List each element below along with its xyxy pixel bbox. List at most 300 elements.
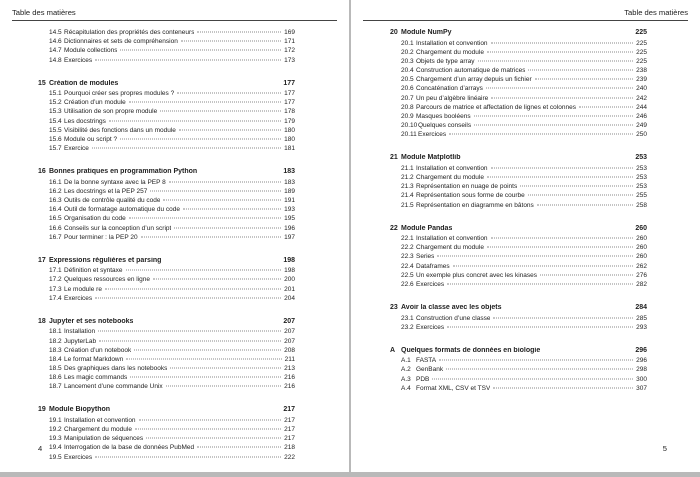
- page-ref: 238: [636, 67, 647, 75]
- section-number: 22.1: [401, 235, 414, 243]
- toc-section-entry[interactable]: [38, 38, 295, 47]
- section-number: 15.2: [49, 99, 62, 107]
- section-title: Installation: [64, 328, 96, 336]
- page-ref: 211: [284, 355, 295, 363]
- toc-section-entry[interactable]: [38, 108, 295, 117]
- toc-section-entry[interactable]: [38, 234, 295, 243]
- toc-chapter-entry[interactable]: [38, 80, 295, 91]
- page-ref: 180: [284, 135, 295, 143]
- page-ref: 296: [636, 357, 647, 365]
- page-ref: 178: [284, 108, 295, 116]
- dot-leader: [535, 79, 634, 80]
- dot-leader: [130, 377, 281, 378]
- page-ref: 169: [284, 29, 295, 36]
- section-number: 23.2: [401, 323, 414, 331]
- toc-section-entry[interactable]: [38, 215, 295, 224]
- toc-chapter: [390, 154, 647, 210]
- chapter-number: 23: [390, 304, 398, 312]
- toc-section-entry[interactable]: [390, 174, 647, 183]
- chapter-title: Module Pandas: [401, 224, 453, 232]
- dot-leader: [520, 186, 633, 187]
- page-ref: 239: [636, 76, 647, 84]
- toc-section-entry[interactable]: [390, 165, 647, 174]
- section-number: 20.2: [401, 48, 414, 56]
- section-number: 15.3: [49, 108, 62, 116]
- chapter-title: Module NumPy: [401, 29, 452, 36]
- dot-leader: [487, 51, 633, 52]
- toc-section-entry[interactable]: [38, 179, 295, 188]
- running-head: Table des matières: [624, 8, 688, 17]
- section-title: Installation et convention: [416, 164, 488, 172]
- toc-section-entry[interactable]: [38, 136, 295, 145]
- dot-leader: [95, 59, 281, 60]
- toc-chapter-entry[interactable]: [38, 318, 295, 329]
- toc-section-entry[interactable]: [390, 40, 647, 49]
- dot-leader: [129, 102, 281, 103]
- page-ref: 171: [284, 38, 295, 46]
- page-ref: 177: [284, 99, 295, 107]
- dot-leader: [446, 369, 633, 370]
- toc-section-entry[interactable]: [390, 244, 647, 253]
- toc-section-entry[interactable]: [38, 328, 295, 337]
- page-ref: 225: [636, 48, 647, 56]
- page-ref: 172: [284, 47, 295, 55]
- dot-leader: [528, 70, 633, 71]
- page-ref: 296: [635, 346, 647, 354]
- toc-section-entry[interactable]: [38, 276, 295, 285]
- section-title: Récapitulation des propriétés des conteneurs: [64, 29, 195, 36]
- dot-leader: [141, 236, 282, 237]
- page-ref: 253: [636, 183, 647, 191]
- page-ref: 222: [284, 453, 295, 461]
- dot-leader: [170, 368, 281, 369]
- dot-leader: [177, 93, 281, 94]
- page-ref: 260: [635, 224, 647, 232]
- toc-section-entry[interactable]: [38, 47, 295, 56]
- dot-leader: [109, 120, 281, 121]
- section-number: 17.1: [49, 267, 62, 275]
- page-ref: 217: [284, 416, 295, 424]
- toc-chapter-list: [390, 29, 647, 394]
- toc-section-entry[interactable]: [390, 85, 647, 94]
- section-title: Définition et syntaxe: [64, 267, 123, 275]
- toc-section-entry[interactable]: [390, 113, 647, 122]
- section-number: 18.3: [49, 346, 62, 354]
- dot-leader: [197, 447, 281, 448]
- toc-chapter: [38, 80, 295, 155]
- section-title: Représentation en diagramme en bâtons: [416, 201, 534, 209]
- toc-section-entry[interactable]: [390, 385, 647, 394]
- toc-chapter-entry[interactable]: [390, 347, 647, 358]
- page-ref: 191: [284, 197, 295, 205]
- dot-leader: [95, 297, 281, 298]
- toc-section-entry[interactable]: [38, 29, 295, 38]
- section-title: Interrogation de la base de données PubMed: [64, 444, 195, 452]
- page-ref: 180: [284, 126, 295, 134]
- dot-leader: [449, 134, 633, 135]
- dot-leader: [135, 429, 281, 430]
- section-number: 16.5: [49, 215, 62, 223]
- toc-section-entry[interactable]: [390, 95, 647, 104]
- page-ref: 217: [283, 406, 295, 414]
- section-title: Dictionnaires et sets de compréhension: [64, 38, 178, 46]
- section-number: 22.2: [401, 244, 414, 252]
- page-ref: 253: [636, 164, 647, 172]
- toc-chapter-entry[interactable]: [390, 29, 647, 40]
- section-title: PDB: [416, 375, 430, 383]
- toc-section-entry[interactable]: [390, 49, 647, 58]
- section-number: 20.10: [401, 122, 418, 130]
- toc-chapter-entry[interactable]: [38, 257, 295, 268]
- page-ref: 249: [636, 122, 647, 130]
- section-title: Exercices: [416, 323, 445, 331]
- section-number: 18.2: [49, 337, 62, 345]
- dot-leader: [139, 419, 282, 420]
- dot-leader: [474, 125, 633, 126]
- section-title: Lancement d’une commande Unix: [64, 383, 163, 391]
- section-number: 21.3: [401, 183, 414, 191]
- page-ref: 208: [284, 346, 295, 354]
- section-number: 18.1: [49, 328, 62, 336]
- toc-section-entry[interactable]: [390, 272, 647, 281]
- toc-right: [390, 29, 647, 408]
- section-number: 16.3: [49, 197, 62, 205]
- page-ref: 307: [636, 384, 647, 392]
- toc-section-entry[interactable]: [390, 253, 647, 262]
- dot-leader: [183, 209, 281, 210]
- toc-section-entry[interactable]: [38, 444, 295, 453]
- toc-section-entry[interactable]: [390, 58, 647, 67]
- page-ref: 253: [636, 174, 647, 182]
- section-number: 20.7: [401, 94, 414, 102]
- chapter-number: 18: [38, 317, 46, 325]
- toc-section-entry[interactable]: [38, 435, 295, 444]
- section-number: 20.8: [401, 103, 414, 111]
- section-title: Pourquoi créer ses propres modules ?: [64, 90, 175, 98]
- dot-leader: [491, 97, 633, 98]
- section-number: 19.2: [49, 426, 62, 434]
- section-title: Chargement du module: [416, 174, 484, 182]
- toc-section-entry[interactable]: [38, 374, 295, 383]
- right-page: [351, 0, 700, 472]
- page-ref: 218: [284, 444, 295, 452]
- toc-section-entry[interactable]: [38, 356, 295, 365]
- section-title: Création d’un module: [64, 99, 126, 107]
- dot-leader: [579, 106, 633, 107]
- section-title: Exercice: [64, 145, 89, 153]
- dot-leader: [528, 195, 633, 196]
- section-number: 23.1: [401, 314, 414, 322]
- page-ref: 198: [284, 267, 295, 275]
- toc-section-entry[interactable]: [390, 67, 647, 76]
- page-ref: 207: [284, 328, 295, 336]
- chapter-number: 20: [390, 29, 398, 36]
- toc-chapter: [390, 347, 647, 394]
- toc-section-entry[interactable]: [38, 188, 295, 197]
- toc-section-entry[interactable]: [390, 376, 647, 385]
- toc-section-entry[interactable]: [38, 99, 295, 108]
- page-ref: 253: [635, 154, 647, 162]
- toc-section-entry[interactable]: [390, 357, 647, 366]
- page-ref: 300: [636, 375, 647, 383]
- section-title: Exercices: [64, 294, 93, 302]
- toc-section-entry[interactable]: [390, 183, 647, 192]
- section-title: Format XML, CSV et TSV: [416, 384, 491, 392]
- chapter-title: Avoir la classe avec les objets: [401, 304, 502, 312]
- dot-leader: [179, 129, 281, 130]
- dot-leader: [95, 456, 281, 457]
- section-number: 21.2: [401, 174, 414, 182]
- toc-section-entry[interactable]: [38, 206, 295, 215]
- toc-chapter-entry[interactable]: [38, 406, 295, 417]
- toc-section-entry[interactable]: [390, 192, 647, 201]
- section-title: Exercices: [64, 453, 93, 461]
- section-number: A.1: [401, 357, 411, 365]
- section-title: Pour terminer : la PEP 20: [64, 233, 138, 241]
- section-number: A.2: [401, 366, 411, 374]
- section-title: Quelques ressources en ligne: [64, 276, 150, 284]
- chapter-number: 17: [38, 256, 46, 264]
- toc-section-entry[interactable]: [38, 383, 295, 392]
- header-rule: [12, 20, 337, 21]
- dot-leader: [478, 60, 634, 61]
- section-title: Parcours de matrice et affectation de lignes et colonnes: [416, 103, 576, 111]
- section-title: Outil de formatage automatique du code: [64, 206, 180, 214]
- toc-section-entry[interactable]: [38, 127, 295, 136]
- page-ref: 183: [283, 168, 295, 176]
- section-number: 22.4: [401, 262, 414, 270]
- chapter-number: 16: [38, 168, 46, 176]
- dot-leader: [169, 181, 281, 182]
- section-title: Outils de contrôle qualité du code: [64, 197, 161, 205]
- toc-section-entry[interactable]: [38, 197, 295, 206]
- section-title: Le module re: [64, 285, 102, 293]
- section-title: Chargement du module: [64, 426, 132, 434]
- page-ref: 260: [636, 235, 647, 243]
- dot-leader: [537, 204, 633, 205]
- section-title: Un exemple plus concret avec les kinases: [416, 271, 538, 279]
- toc-section-entry[interactable]: [390, 122, 647, 131]
- section-title: Concaténation d’arrays: [416, 85, 483, 93]
- dot-leader: [163, 200, 281, 201]
- page-ref: 293: [636, 323, 647, 331]
- dot-leader: [134, 349, 281, 350]
- toc-section-entry[interactable]: [390, 281, 647, 290]
- chapter-title: Quelques formats de données en biologie: [401, 346, 541, 354]
- section-title: Manipulation de séquences: [64, 435, 144, 443]
- section-title: Des graphiques dans les notebooks: [64, 365, 168, 373]
- toc-chapter: [38, 318, 295, 393]
- chapter-title: Module Biopython: [49, 406, 111, 414]
- dot-leader: [126, 358, 281, 359]
- dot-leader: [493, 317, 633, 318]
- dot-leader: [99, 340, 281, 341]
- toc-section-entry[interactable]: [390, 324, 647, 333]
- page-ref: 216: [284, 374, 295, 382]
- left-page: [0, 0, 349, 472]
- toc-section-entry[interactable]: [390, 76, 647, 85]
- dot-leader: [491, 42, 634, 43]
- section-number: 22.5: [401, 271, 414, 279]
- page-ref: 177: [284, 90, 295, 98]
- dot-leader: [160, 111, 281, 112]
- toc-section-entry[interactable]: [390, 263, 647, 272]
- dot-leader: [181, 41, 281, 42]
- page-ref: 177: [283, 79, 295, 87]
- page-ref: 195: [284, 215, 295, 223]
- section-title: Objets de type array: [416, 57, 475, 65]
- chapter-title: Expressions régulières et parsing: [49, 256, 162, 264]
- section-number: 20.6: [401, 85, 414, 93]
- dot-leader: [120, 50, 281, 51]
- chapter-title: Jupyter et ses notebooks: [49, 317, 134, 325]
- section-number: 14.8: [49, 56, 62, 64]
- toc-section-entry[interactable]: [38, 57, 295, 66]
- section-title: Les docstrings: [64, 117, 106, 125]
- dot-leader: [486, 88, 633, 89]
- section-number: 19.1: [49, 416, 62, 424]
- section-title: Création d’un notebook: [64, 346, 132, 354]
- page-ref: 276: [636, 271, 647, 279]
- toc-section-entry[interactable]: [38, 347, 295, 356]
- toc-section-entry[interactable]: [38, 295, 295, 304]
- section-number: 16.4: [49, 206, 62, 214]
- dot-leader: [105, 288, 281, 289]
- section-title: Conseils sur la conception d’un script: [64, 224, 172, 232]
- section-title: Exercices: [64, 56, 93, 64]
- dot-leader: [437, 256, 633, 257]
- page-ref: 183: [284, 178, 295, 186]
- section-title: De la bonne syntaxe avec la PEP 8: [64, 178, 166, 186]
- dot-leader: [174, 227, 281, 228]
- toc-section-entry[interactable]: [38, 286, 295, 295]
- toc-section-entry[interactable]: [390, 202, 647, 211]
- toc-chapter: [38, 406, 295, 462]
- dot-leader: [92, 148, 281, 149]
- page-ref: 250: [636, 131, 647, 139]
- section-number: 18.4: [49, 355, 62, 363]
- page-ref: 179: [284, 117, 295, 125]
- page-ref: 217: [284, 426, 295, 434]
- dot-leader: [493, 387, 633, 388]
- section-number: 16.7: [49, 233, 62, 241]
- section-number: 19.3: [49, 435, 62, 443]
- dot-leader: [487, 247, 633, 248]
- toc-section-entry[interactable]: [38, 145, 295, 154]
- toc-chapter-entry[interactable]: [390, 225, 647, 236]
- section-number: 15.4: [49, 117, 62, 125]
- toc-section-entry[interactable]: [390, 104, 647, 113]
- section-number: 17.2: [49, 276, 62, 284]
- dot-leader: [453, 265, 634, 266]
- section-title: Le format Markdown: [64, 355, 124, 363]
- section-title: Installation et convention: [416, 235, 488, 243]
- page-ref: 242: [636, 94, 647, 102]
- toc-section-entry[interactable]: [38, 90, 295, 99]
- section-title: Construction automatique de matrices: [416, 67, 526, 75]
- toc-chapter: [390, 29, 647, 141]
- section-title: Quelques conseils: [418, 122, 472, 130]
- section-number: 18.6: [49, 374, 62, 382]
- section-title: Utilisation de son propre module: [64, 108, 158, 116]
- chapter-number: A: [390, 346, 396, 354]
- page-ref: 216: [284, 383, 295, 391]
- toc-section-entry[interactable]: [38, 267, 295, 276]
- section-number: 21.1: [401, 164, 414, 172]
- section-number: 21.4: [401, 192, 414, 200]
- section-title: Chargement du module: [416, 244, 484, 252]
- chapter-title: Module Matplotlib: [401, 154, 461, 162]
- toc-section-entry[interactable]: [38, 225, 295, 234]
- section-number: 20.5: [401, 76, 414, 84]
- section-number: 14.7: [49, 47, 62, 55]
- page-ref: 260: [636, 244, 647, 252]
- dot-leader: [487, 177, 633, 178]
- section-number: 14.5: [49, 29, 62, 36]
- page-ref: 198: [283, 256, 295, 264]
- section-number: 19.4: [49, 444, 62, 452]
- section-title: Chargement du module: [416, 48, 484, 56]
- chapter-title: Création de modules: [49, 79, 119, 87]
- page-ref: 200: [284, 276, 295, 284]
- page-ref: 262: [636, 262, 647, 270]
- toc-section-entry[interactable]: [390, 235, 647, 244]
- section-number: 16.2: [49, 187, 62, 195]
- page-ref: 173: [284, 56, 295, 64]
- toc-section-entry[interactable]: [38, 365, 295, 374]
- toc-section-entry[interactable]: [38, 426, 295, 435]
- section-number: 15.7: [49, 145, 62, 153]
- section-title: Un peu d’algèbre linéaire: [416, 94, 489, 102]
- section-number: 22.3: [401, 253, 414, 261]
- page-ref: 240: [636, 85, 647, 93]
- section-number: 18.5: [49, 365, 62, 373]
- toc-section-entry[interactable]: [38, 454, 295, 463]
- section-title: GenBank: [416, 366, 444, 374]
- toc-section-entry[interactable]: [390, 315, 647, 324]
- toc-chapter-entry[interactable]: [390, 154, 647, 165]
- toc-section-entry[interactable]: [390, 366, 647, 375]
- section-title: Module collections: [64, 47, 118, 55]
- section-title: Module ou script ?: [64, 135, 118, 143]
- chapter-title: Bonnes pratiques en programmation Python: [49, 168, 198, 176]
- section-title: Chargement d’un array depuis un fichier: [416, 76, 532, 84]
- header-rule: [363, 20, 688, 21]
- toc-section-entry[interactable]: [38, 417, 295, 426]
- dot-leader: [150, 190, 281, 191]
- page-ref: 260: [636, 253, 647, 261]
- section-number: A.3: [401, 375, 411, 383]
- dot-leader: [540, 274, 633, 275]
- toc-chapter-entry[interactable]: [390, 304, 647, 315]
- toc-section-entry[interactable]: [390, 131, 647, 140]
- page-ref: 298: [636, 366, 647, 374]
- page-ref: 285: [636, 314, 647, 322]
- toc-section-entry[interactable]: [38, 118, 295, 127]
- dot-leader: [98, 331, 281, 332]
- toc-continued-sections: [38, 29, 295, 66]
- section-number: 20.9: [401, 113, 414, 120]
- toc-section-entry[interactable]: [38, 338, 295, 347]
- section-number: 20.3: [401, 57, 414, 65]
- dot-leader: [153, 279, 281, 280]
- page-ref: 197: [284, 233, 295, 241]
- dot-leader: [447, 284, 633, 285]
- toc-chapter-entry[interactable]: [38, 168, 295, 179]
- page-ref: 217: [284, 435, 295, 443]
- dot-leader: [474, 116, 634, 117]
- section-title: Organisation du code: [64, 215, 126, 223]
